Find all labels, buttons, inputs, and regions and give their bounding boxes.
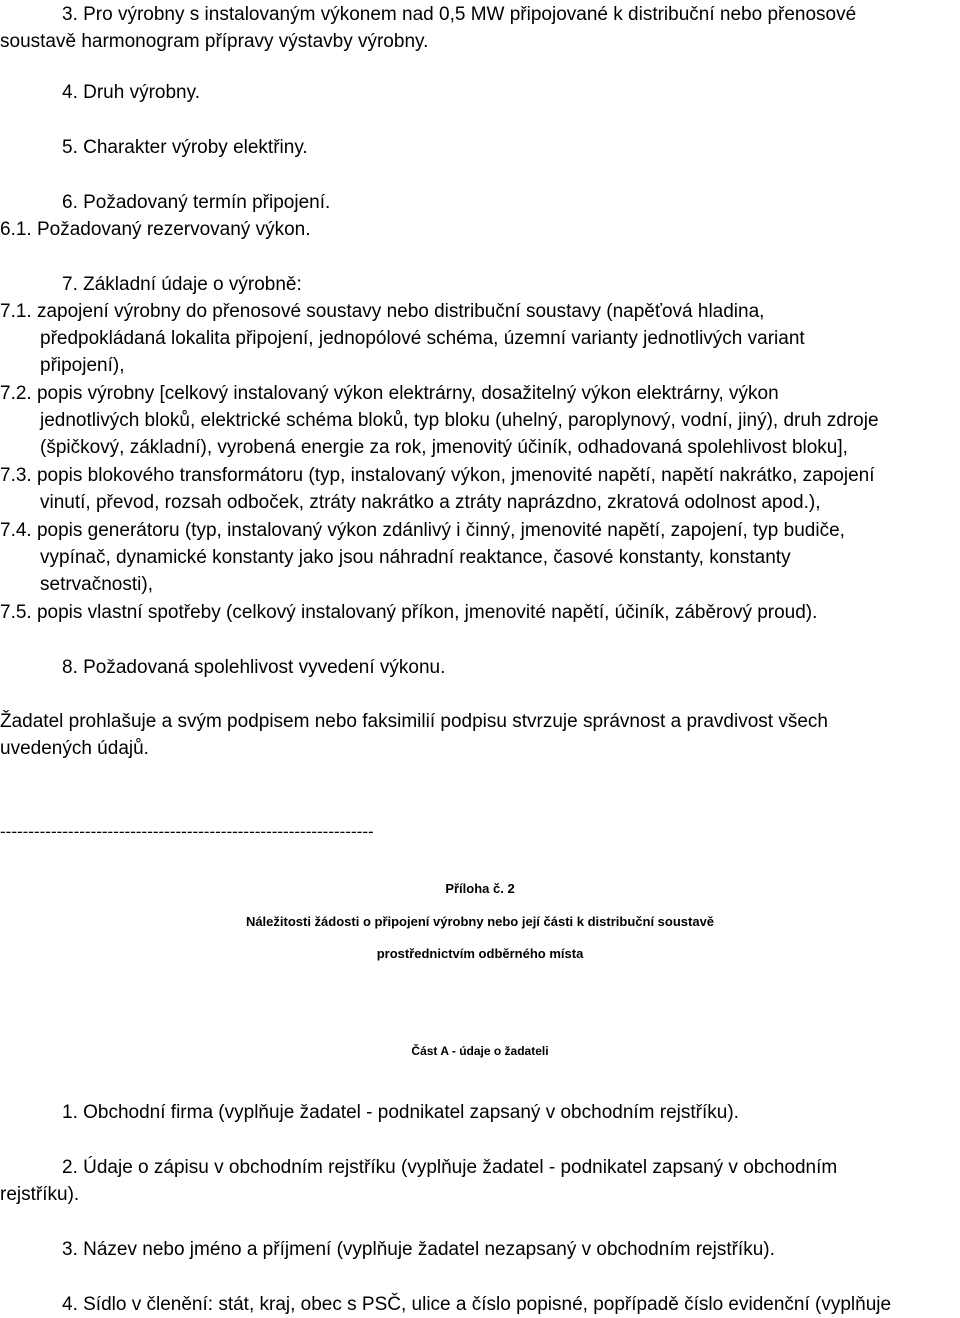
item-7-4-line-2: vypínač, dynamické konstanty jako jsou náhradní reaktance, časové konstanty, konstanty: [40, 547, 791, 568]
section-a-heading: Část A - údaje o žadateli: [411, 1044, 549, 1058]
part-a-item-2-line-2: rejstříku).: [0, 1184, 80, 1205]
item-8: 8. Požadovaná spolehlivost vyvedení výkonu.: [62, 657, 446, 678]
part-a-item-4: 4. Sídlo v členění: stát, kraj, obec s PSČ, ulice a číslo popisné, popřípadě číslo evidenční (vyplňuje: [62, 1294, 892, 1315]
item-7-2-line-3: (špičkový, základní), vyrobená energie za rok, jmenovitý účiník, odhadovaná spolehlivost bloku],: [40, 437, 848, 458]
item-7-1-line-2: předpokládaná lokalita připojení, jednopólové schéma, územní varianty jednotlivých variant: [40, 328, 805, 349]
item-7-1-line-3: připojení),: [40, 355, 125, 376]
part-a-item-1: 1. Obchodní firma (vyplňuje žadatel - podnikatel zapsaný v obchodním rejstříku).: [62, 1102, 739, 1123]
item-3-line-2: soustavě harmonogram přípravy výstavby výrobny.: [0, 31, 429, 52]
item-7-4-line-1: 7.4. popis generátoru (typ, instalovaný výkon zdánlivý i činný, jmenovité napětí, zapojení, typ budiče,: [0, 520, 845, 541]
declaration-line-2: uvedených údajů.: [0, 738, 149, 759]
item-4: 4. Druh výrobny.: [62, 82, 200, 103]
item-3-line-1: 3. Pro výrobny s instalovaným výkonem nad 0,5 MW připojované k distribuční nebo přenosové: [62, 4, 857, 25]
appendix-heading-1: Náležitosti žádosti o připojení výrobny nebo její části k distribuční soustavě: [245, 914, 715, 929]
item-7-1-line-1: 7.1. zapojení výrobny do přenosové soustavy nebo distribuční soustavy (napěťová hladina,: [0, 301, 765, 322]
item-7-2-line-1: 7.2. popis výrobny [celkový instalovaný výkon elektrárny, dosažitelný výkon elektrárny, výkon: [0, 383, 779, 404]
appendix-heading-2: prostřednictvím odběrného místa: [376, 946, 584, 961]
declaration-line-1: Žadatel prohlašuje a svým podpisem nebo faksimilií podpisu stvrzuje správnost a pravdivost všech: [0, 711, 828, 732]
item-6: 6. Požadovaný termín připojení.: [62, 192, 331, 213]
item-7-4-line-3: setrvačnosti),: [40, 574, 153, 595]
separator-line: ------------------------------------------------------------------: [0, 822, 374, 841]
item-7-5: 7.5. popis vlastní spotřeby (celkový instalovaný příkon, jmenovité napětí, účiník, záběrový proud).: [0, 602, 818, 623]
item-7-2-line-2: jednotlivých bloků, elektrické schéma bloků, typ bloku (uhelný, paroplynový, vodní, jiný), druh zdroje: [40, 410, 879, 431]
appendix-title: Příloha č. 2: [445, 881, 515, 896]
part-a-item-2-line-1: 2. Údaje o zápisu v obchodním rejstříku (vyplňuje žadatel - podnikatel zapsaný v obchodním: [62, 1157, 838, 1178]
item-7-3-line-2: vinutí, převod, rozsah odboček, ztráty nakrátko a ztráty naprázdno, zkratová odolnost apod.),: [40, 492, 821, 513]
item-5: 5. Charakter výroby elektřiny.: [62, 137, 308, 158]
item-7-3-line-1: 7.3. popis blokového transformátoru (typ, instalovaný výkon, jmenovité napětí, napětí nakrátko, zapojení: [0, 465, 875, 486]
part-a-item-3: 3. Název nebo jméno a příjmení (vyplňuje žadatel nezapsaný v obchodním rejstříku).: [62, 1239, 775, 1260]
item-6-1: 6.1. Požadovaný rezervovaný výkon.: [0, 219, 311, 240]
item-7: 7. Základní údaje o výrobně:: [62, 274, 302, 295]
